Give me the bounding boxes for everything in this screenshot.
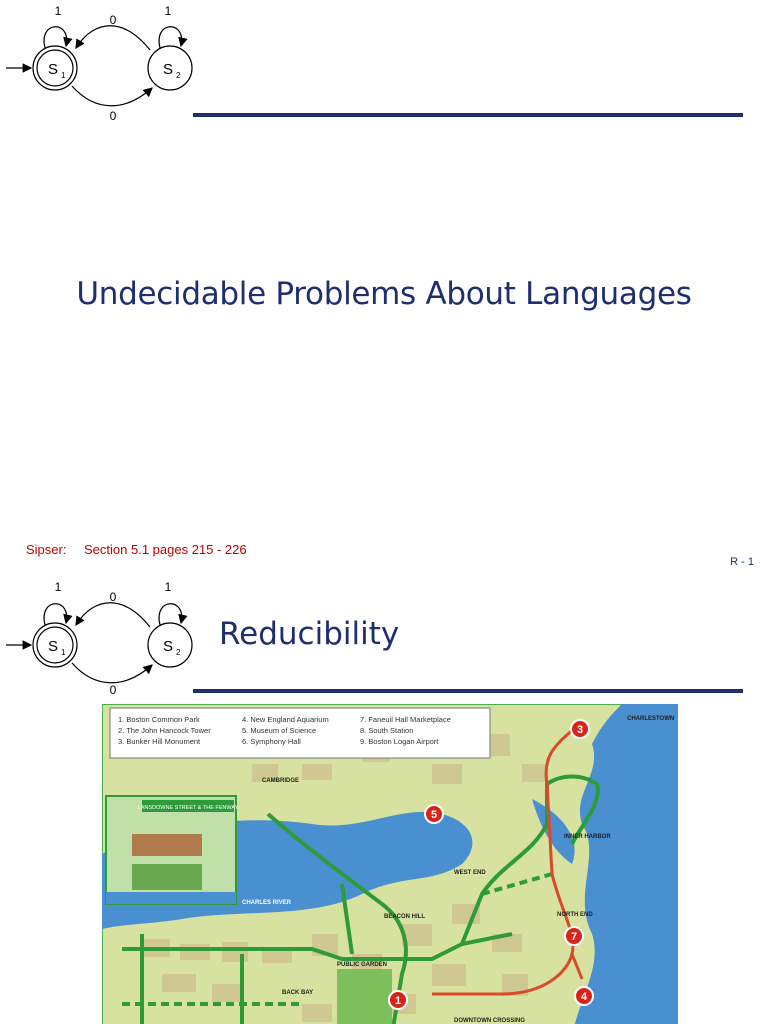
legend-item: 3. Bunker Hill Monument bbox=[118, 737, 201, 746]
edge-s1-to-s2 bbox=[72, 86, 152, 106]
marker-label: 3 bbox=[576, 724, 584, 736]
label-charlestown: CHARLESTOWN bbox=[627, 716, 675, 722]
self-loop-s1-label: 1 bbox=[54, 580, 62, 594]
marker-label: 1 bbox=[394, 995, 402, 1007]
legend-item: 8. South Station bbox=[360, 726, 414, 735]
state-s1-label: S bbox=[47, 638, 59, 655]
slide-title: Reducibility bbox=[219, 616, 400, 652]
reference-source: Sipser: bbox=[26, 542, 67, 557]
inset-building bbox=[132, 834, 202, 856]
inset-title: LANSDOWNE STREET & THE FENWAY bbox=[137, 805, 239, 811]
edge-bottom-label: 0 bbox=[109, 683, 117, 697]
inset-park bbox=[132, 864, 202, 890]
label-west-end: WEST END bbox=[454, 870, 486, 876]
edge-top-label: 0 bbox=[109, 590, 117, 604]
label-downtown-crossing: DOWNTOWN CROSSING bbox=[454, 1018, 525, 1024]
self-loop-s1 bbox=[44, 27, 67, 48]
slide-2 bbox=[0, 576, 768, 1024]
edge-bottom-label: 0 bbox=[109, 109, 117, 123]
legend-item: 7. Faneuil Hall Marketplace bbox=[360, 715, 451, 724]
label-north-end: NORTH END bbox=[557, 912, 593, 918]
self-loop-s2 bbox=[159, 27, 182, 48]
legend-item: 5. Museum of Science bbox=[242, 726, 317, 735]
state-s2-label: S bbox=[162, 638, 174, 655]
self-loop-s2 bbox=[159, 604, 182, 625]
state-s2-label: S bbox=[162, 61, 174, 78]
state-s1-subscript: 1 bbox=[61, 71, 66, 80]
edge-s2-to-s1 bbox=[76, 603, 150, 627]
label-public-garden: PUBLIC GARDEN bbox=[337, 962, 388, 968]
legend-item: 4. New England Aquarium bbox=[242, 715, 329, 724]
reference-section: Section 5.1 pages 215 - 226 bbox=[84, 542, 247, 557]
legend-item: 6. Symphony Hall bbox=[242, 737, 301, 746]
public-garden-park bbox=[337, 969, 392, 1024]
marker-label: 5 bbox=[430, 809, 438, 821]
marker-label: 4 bbox=[580, 991, 588, 1003]
edge-s1-to-s2 bbox=[72, 663, 152, 683]
self-loop-s2-label: 1 bbox=[164, 580, 172, 594]
label-cambridge: CAMBRIDGE bbox=[262, 778, 299, 784]
marker-label: 7 bbox=[570, 931, 578, 943]
legend-item: 1. Boston Common Park bbox=[118, 715, 200, 724]
edge-top-label: 0 bbox=[109, 13, 117, 27]
inset-water bbox=[106, 892, 236, 904]
legend-item: 2. The John Hancock Tower bbox=[118, 726, 211, 735]
state-s2-subscript: 2 bbox=[176, 648, 181, 657]
edge-s2-to-s1 bbox=[76, 26, 150, 50]
self-loop-s1 bbox=[44, 604, 67, 625]
state-s2-subscript: 2 bbox=[176, 71, 181, 80]
legend-item: 9. Boston Logan Airport bbox=[360, 737, 439, 746]
page-number: R - 1 bbox=[730, 556, 754, 568]
label-charles-river: CHARLES RIVER bbox=[242, 900, 292, 906]
boston-tour-map bbox=[102, 704, 678, 1024]
label-back-bay: BACK BAY bbox=[282, 990, 314, 996]
state-s1-label: S bbox=[47, 61, 59, 78]
finite-automaton-diagram bbox=[0, 576, 200, 706]
self-loop-s1-label: 1 bbox=[54, 4, 62, 18]
finite-automaton-diagram bbox=[0, 0, 200, 130]
self-loop-s2-label: 1 bbox=[164, 4, 172, 18]
state-s1-subscript: 1 bbox=[61, 648, 66, 657]
map-legend bbox=[118, 715, 451, 746]
header-rule bbox=[193, 689, 743, 693]
header-rule bbox=[193, 113, 743, 117]
slide-title: Undecidable Problems About Languages bbox=[76, 276, 692, 312]
label-beacon-hill: BEACON HILL bbox=[384, 914, 425, 920]
label-inner-harbor: INNER HARBOR bbox=[564, 834, 611, 840]
